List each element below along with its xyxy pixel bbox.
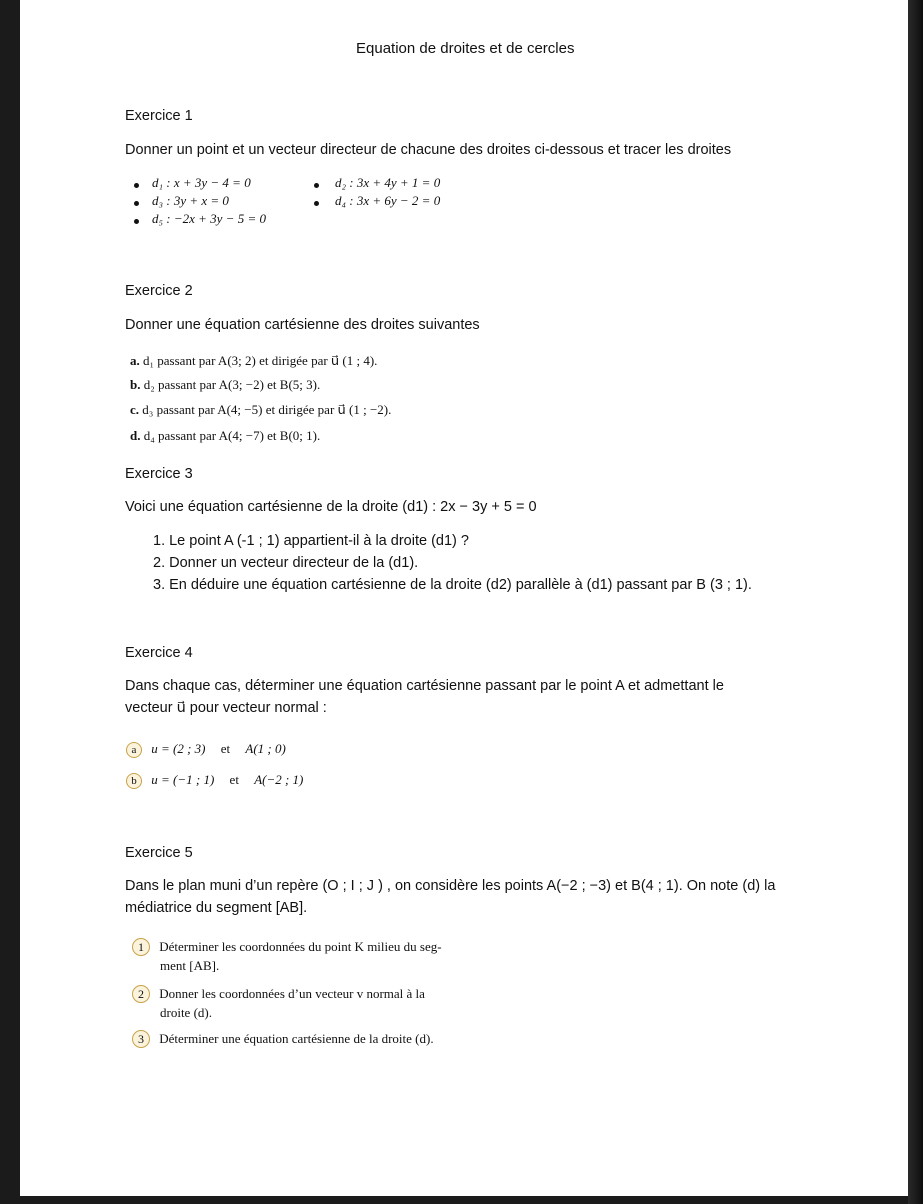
exercise-3-intro: Voici une équation cartésienne de la droite (d1) : 2x − 3y + 5 = 0: [125, 499, 537, 515]
line-equation-d5: d₅ : −2x + 3y − 5 = 0: [152, 211, 266, 226]
exercise-1-instruction: Donner un point et un vecteur directeur de chacune des droites ci-dessous et tracer les droites: [125, 142, 732, 158]
exercise-5-intro-line-2: médiatrice du segment [AB].: [125, 900, 308, 916]
bullet-icon: [134, 201, 139, 206]
exercise-1-heading: Exercice 1: [125, 108, 193, 124]
item-label: c.: [130, 402, 140, 417]
window-edge: [908, 0, 923, 1204]
exercise-2-item-b: [130, 377, 320, 393]
exercise-4-intro-line-2: vecteur u⃗ pour vecteur normal :: [125, 700, 327, 716]
item-label: d.: [130, 428, 141, 443]
line-equation-d3: d₃ : 3y + x = 0: [152, 193, 229, 208]
item-text: d₁ passant par A(3; 2) et dirigée par u⃗ (1 ; 4).: [143, 353, 378, 368]
line-equation-d4: d₄ : 3x + 6y − 2 = 0: [335, 193, 441, 208]
bullet-icon: [134, 183, 139, 188]
bullet-icon: [314, 201, 319, 206]
bullet-icon: [134, 219, 139, 224]
exercise-5-question-2: [132, 985, 425, 1003]
exercise-2-item-c: [130, 402, 391, 418]
bullet-icon: [314, 183, 319, 188]
item-label: b.: [130, 377, 141, 392]
point-a: A(−2 ; 1): [254, 772, 304, 787]
conjunction: et: [220, 741, 231, 756]
item-label-badge: b: [126, 773, 142, 789]
exercise-5-intro-line-1: Dans le plan muni d’un repère (O ; I ; J ) , on considère les points A(−2 ; −3) et B(4 ; 1). On note (d) la: [125, 878, 776, 894]
exercise-2-item-a: [130, 353, 377, 369]
exercise-3-question-3: 3. En déduire une équation cartésienne de la droite (d2) parallèle à (d1) passant par B (3 ; 1).: [153, 577, 752, 593]
conjunction: et: [229, 772, 239, 787]
exercise-5-heading: Exercice 5: [125, 845, 193, 861]
normal-vector: u = (2 ; 3): [151, 741, 206, 756]
exercise-5-question-3: [132, 1030, 434, 1048]
page-title: Equation de droites et de cercles: [356, 40, 575, 57]
question-number-badge: 3: [132, 1030, 150, 1048]
question-number-badge: 1: [132, 938, 150, 956]
question-text-line-1: Déterminer une équation cartésienne de la droite (d).: [159, 1031, 434, 1046]
item-text: d₂ passant par A(3; −2) et B(5; 3).: [143, 377, 321, 392]
exercise-3-question-2: 2. Donner un vecteur directeur de la (d1).: [153, 555, 419, 571]
item-text: d₄ passant par A(4; −7) et B(0; 1).: [143, 428, 321, 443]
exercise-4-intro-line-1: Dans chaque cas, déterminer une équation cartésienne passant par le point A et admettant le: [125, 678, 724, 694]
item-text: d₃ passant par A(4; −5) et dirigée par u⃗ (1 ; −2).: [142, 402, 392, 417]
line-equation-d2: d₂ : 3x + 4y + 1 = 0: [335, 175, 441, 190]
document-page: [20, 0, 908, 1196]
question-text-line-1: Donner les coordonnées d’un vecteur v normal à la: [159, 986, 425, 1001]
exercise-3-question-1: 1. Le point A (-1 ; 1) appartient-il à la droite (d1) ?: [153, 533, 469, 549]
exercise-4-item-a: [126, 741, 286, 758]
question-text-line-1: Déterminer les coordonnées du point K milieu du seg-: [159, 939, 442, 954]
exercise-2-item-d: [130, 428, 320, 444]
exercise-5-question-1-cont: ment [AB].: [160, 958, 220, 973]
question-number-badge: 2: [132, 985, 150, 1003]
exercise-3-heading: Exercice 3: [125, 466, 193, 482]
exercise-5-question-1: [132, 938, 442, 956]
exercise-4-heading: Exercice 4: [125, 645, 193, 661]
item-label-badge: a: [126, 742, 142, 758]
exercise-5-question-2-cont: droite (d).: [160, 1005, 212, 1020]
exercise-2-instruction: Donner une équation cartésienne des droites suivantes: [125, 317, 480, 333]
exercise-2-heading: Exercice 2: [125, 283, 193, 299]
line-equation-d1: d₁ : x + 3y − 4 = 0: [152, 175, 251, 190]
point-a: A(1 ; 0): [245, 741, 286, 756]
normal-vector: u = (−1 ; 1): [151, 772, 215, 787]
exercise-4-item-b: [126, 772, 303, 789]
item-label: a.: [130, 353, 140, 368]
